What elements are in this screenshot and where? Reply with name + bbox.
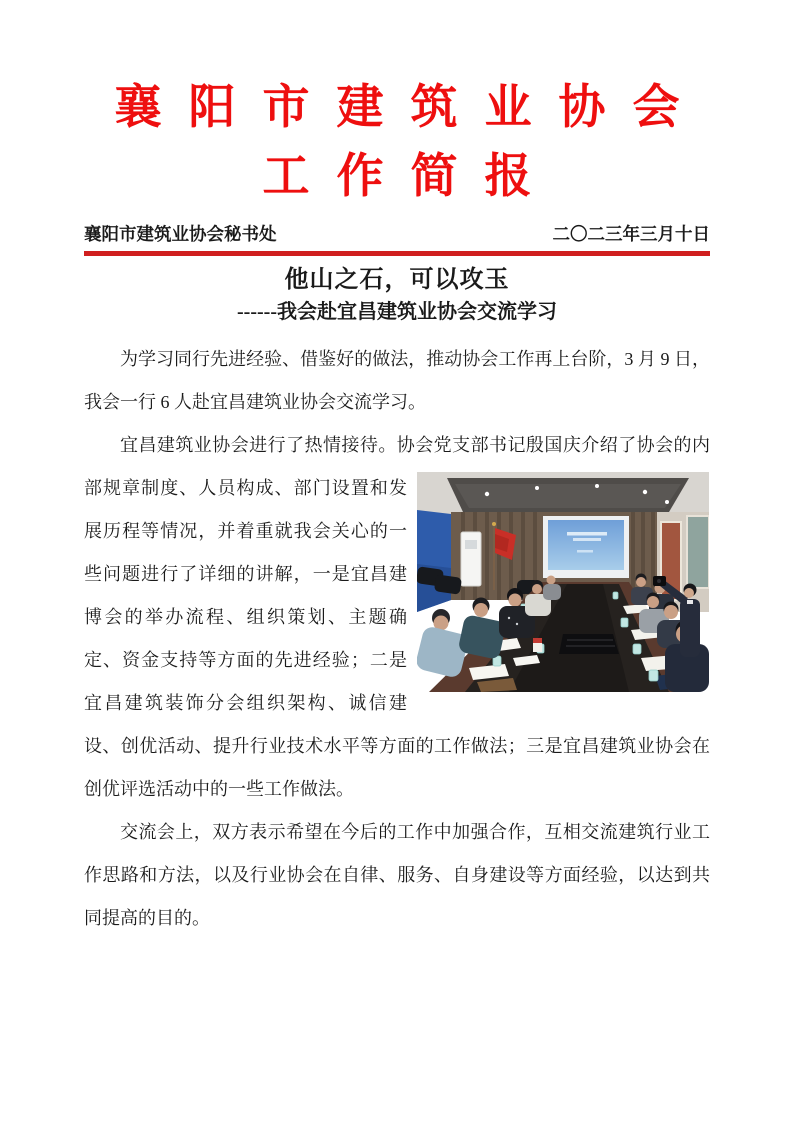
paragraph-text: 为学习同行先进经验、借鉴好的做法，推动协会工作再上台阶，3 月 9 日，我会一行 6 人赴宜昌建筑业协会交流学习。 — [84, 349, 710, 412]
article-body — [84, 338, 710, 940]
masthead-title — [84, 72, 710, 210]
issue-info-row — [84, 222, 710, 246]
masthead-line-1: 襄阳市建筑业协会 — [114, 80, 707, 133]
paragraph-text: 宜昌建筑业协会进行了热情接待。协会党支部书记殷国庆介绍了协 — [120, 435, 656, 455]
body-paragraph-1 — [84, 338, 710, 424]
red-divider — [84, 251, 710, 256]
meeting-photo — [417, 472, 709, 692]
body-paragraph-3 — [84, 811, 710, 940]
issue-date: 二〇二三年三月十日 — [552, 224, 710, 244]
article-title: 他山之石，可以攻玉 — [284, 267, 510, 293]
body-paragraph-2 — [84, 424, 710, 811]
paragraph-text: 会的内部规章制度、人员构成、部门设置和发展历程等情况，并着重就我会关心的一些问题进行了详细的讲解，一是宜昌建博会的举办流程、组织策划、主题确定、资金支持等方面的先进经验；二是宜昌建筑装饰分会组织架构、诚信建设、创优活动、提升行业技术水平等方面的工作做法；三是宜昌建筑业协会在创优评选活动中的一些工作做法。 — [84, 435, 710, 799]
paragraph-text: 交流会上，双方表示希望在今后的工作中加强合作，互相交流建筑行业工作思路和方法，以及行业协会在自律、服务、自身建设等方面经验，以达到共同提高的目的。 — [84, 822, 710, 928]
masthead-line-2: 工作简报 — [262, 149, 559, 202]
issuer-name: 襄阳市建筑业协会秘书处 — [84, 224, 277, 244]
meeting-photo-illustration — [417, 472, 709, 692]
article-subtitle: ------我会赴宜昌建筑业协会交流学习 — [237, 301, 557, 323]
